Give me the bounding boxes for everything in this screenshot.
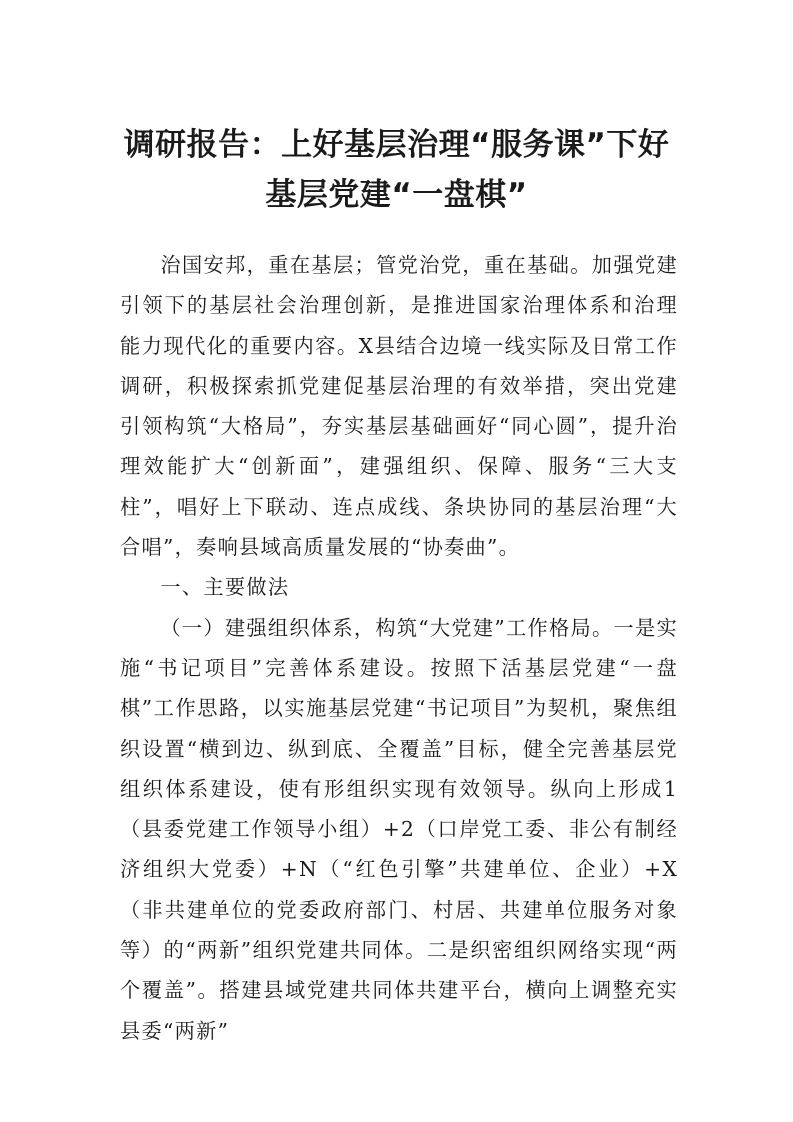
document-title: 调研报告：上好基层治理“服务课”下好基层党建“一盘棋”	[123, 127, 670, 213]
paragraph-section-1: （一）建强组织体系，构筑“大党建”工作格局。一是实施“书记项目”完善体系建设。按照下活基层党建“一盘棋”工作思路，以实施基层党建“书记项目”为契机，聚焦组织设置“横到边、纵到底、全覆盖”目标，健全完善基层党组织体系建设，使有形组织实现有效领导。纵向上形成1（县委党建工作领导小组）+2（口岸党工委、非公有制经济组织大党委）+N（“红色引擎”共建单位、企业）+X（非共建单位的党委政府部门、村居、共建单位服务对象等）的“两新”组织党建共同体。二是织密组织网络实现“两个覆盖”。搭建县域党建共同体共建平台，横向上调整充实县委“两新”	[120, 615, 678, 1043]
paragraph-intro: 治国安邦，重在基层；管党治党，重在基础。加强党建引领下的基层社会治理创新，是推进国家治理体系和治理能力现代化的重要内容。X县结合边境一线实际及日常工作调研，积极探索抓党建促基层治理的有效举措，突出党建引领构筑“大格局”，夯实基层基础画好“同心圆”，提升治理效能扩大“创新面”，建强组织、保障、服务“三大支柱”，唱好上下联动、连点成线、条块协同的基层治理“大合唱”，奏响县域高质量发展的“协奏曲”。	[120, 253, 678, 560]
document-body	[120, 245, 678, 1051]
section-heading: 一、主要做法	[160, 575, 290, 600]
